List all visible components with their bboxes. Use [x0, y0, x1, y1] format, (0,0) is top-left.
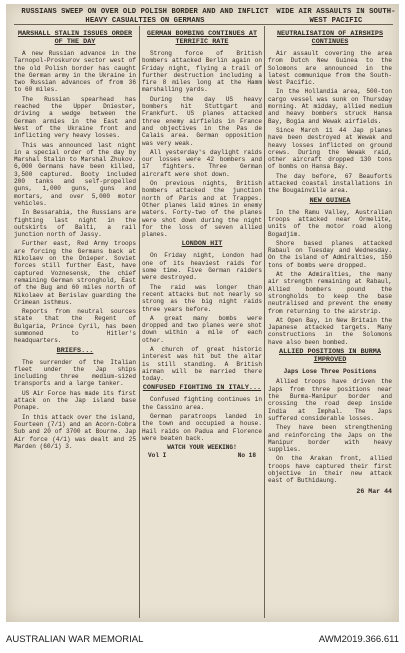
paragraph: In the Hollandia area, 500-ton cargo vessel was sunk on Thursday morning. At midday, allied medium and heavy bombers struck Hansa Bay, Bogia and Wewak airfields.: [268, 88, 392, 125]
accession-number: AWM2019.366.611: [318, 634, 399, 645]
paragraph: They have been strengthening and reinforcing the Japs on the Manipur border with heavy supplies.: [268, 424, 392, 454]
article-heading: NEW GUINEA: [309, 196, 351, 205]
paragraph: Strong force of British bombers attacked Berlin again on Friday night, flying a trail of further destruction including a fire 8 miles long at the Hamm marshalling yards.: [142, 50, 262, 94]
paragraph: In Bessarabia, the Russians are fighting last night in the outskirts of Balti, a rail junction north of Jassy.: [14, 209, 136, 239]
paragraph: A church of great historic interest was hit but the altar is still standing. A British airman will be married there today.: [142, 345, 262, 383]
paragraph: This was announced last night in a special order of the day by Marshal Stalin to Marshal Zhukov. 6,000 Germans have been killed, 3,500 captured. Booty included 200 tanks and self-propelled guns, 1,000 guns, guns and mortars, and over 5,000 motor vehicles.: [14, 141, 136, 207]
newsletter-page: [6, 4, 399, 622]
paragraph: In the Ramu Valley, Australian troops attacked near Ormelite, units of the motor road along Bogadjim.: [268, 208, 392, 238]
paragraph: At Open Bay, in New Britain the Japanese attacked targets. Many constructions in the Solomons have also been bombed.: [268, 316, 392, 346]
article-heading: GERMAN BOMBING CONTINUES AT TERRIFIC RATE: [146, 30, 258, 46]
paragraph: Since March 11 44 Jap planes have been destroyed at Wewak and heavy losses inflicted on ground crews. During the Wewak raid, other aircraft dropped 130 tons of bombs on Hansa Bay.: [268, 126, 392, 171]
footer-slogan: WATCH YOUR WEEKING!: [167, 444, 237, 452]
paragraph: Confused fighting continues in the Cassino area.: [142, 396, 262, 411]
issue-info: [142, 452, 262, 459]
article-heading: MARSHALL STALIN ISSUES ORDER OF THE DAY: [17, 30, 133, 46]
paragraph: On the Arakan front, allied troops have captured their first objective in their new attack east of Buthidaung.: [268, 455, 392, 485]
paragraph: Shore based planes attacked Rabaul on Tuesday and Wednesday. On the island of Admiralties, 150 tons of bombs were dropped.: [268, 239, 392, 269]
article-subheading: Japs Lose Three Positions: [283, 367, 377, 375]
paragraph: Air assault covering the area from Dutch New Guinea to the Solomons are announced in the latest communique from the South-West Pacific.: [268, 50, 392, 87]
banner-headline-right: WIDE AIR ASSAULTS IN SOUTH-WEST PACIFIC: [276, 8, 396, 25]
paragraph: The Russian spearhead has reached the Upper Dniester, driving a wedge between the German armies in the East and West of the Ukraine front and inflicting very heavy losses.: [14, 95, 136, 140]
article-heading: CONFUSED FIGHTING IN ITALY...: [142, 384, 262, 393]
paragraph: On previous nights, British bombers attacked the junction north of Paris and at Trappes. Other planes laid mines in enemy waters. Forty-two of the planes were shot down during the night for the loss of seven allied planes.: [142, 180, 262, 239]
column-divider-2: [264, 26, 265, 618]
column-3: [268, 28, 392, 618]
article-heading: BRIEFS...: [56, 346, 94, 355]
date-stamp: 26 Mar 44: [356, 487, 392, 495]
paragraph: The surrender of the Italian fleet under the Jap ships including three medium-sized transports and a large tanker.: [14, 358, 136, 388]
institution-name: AUSTRALIAN WAR MEMORIAL: [6, 634, 144, 645]
paragraph: US Air Force has made its first attack on the Jap island base Ponape.: [14, 389, 136, 412]
paragraph: A great many bombs were dropped and two planes were shot down within a mile of each other.: [142, 314, 262, 344]
column-2: [142, 28, 262, 618]
article-heading: LONDON HIT: [181, 240, 223, 249]
paragraph: The raid was longer than recent attacks but not nearly so strong as the big night raids three years before.: [142, 283, 262, 313]
paragraph: The day before, 67 Beauforts attacked coastal installations in the Bougainville area.: [268, 172, 392, 195]
column-1: [14, 28, 136, 618]
column-divider-1: [139, 26, 140, 618]
paragraph: Reports from neutral sources state that the Regent of Bulgaria, Prince Cyril, has been summoned to Hitler's headquarters.: [14, 308, 136, 345]
archive-credit-bar: [0, 626, 405, 653]
masthead-divider: [14, 24, 393, 25]
article-heading: NEUTRALISATION OF AIRSHIPS CONTINUES: [276, 30, 384, 46]
article-heading: ALLIED POSITIONS IN BURMA IMPROVED: [279, 347, 381, 364]
volume-label: Vol I: [148, 451, 167, 459]
paragraph: German paratroops landed in the town and occupied a house. Hail raids on Padua and Florence were beaten back.: [142, 413, 262, 442]
banner-headline-left: RUSSIANS SWEEP ON OVER OLD POLISH BORDER AND AND INFLICT HEAVY CASUALTIES ON GERMANS: [21, 8, 269, 25]
paragraph: During the day US heavy bombers hit Stuttgart and Frankfurt. US planes attacked three enemy airfields in France and objectives in the Pas de Calais area. German opposition was very weak.: [142, 95, 262, 147]
paragraph: On Friday night, London had one of its heaviest raids for some time. Five German raiders were destroyed.: [142, 252, 262, 282]
paragraph: All yesterday's daylight raids our losses were 42 bombers and 17 fighters. Three German aircraft were shot down.: [142, 148, 262, 178]
paragraph: Allied troops have driven the Japs from three positions near the Burma-Manipur border and crossing the road deep inside India at Imphal. The Japs suffered considerable losses.: [268, 378, 392, 422]
issue-number: No 18: [237, 451, 256, 459]
paragraph: Further east, Red Army troops are forcing the Germans back at Nikolaev on the Dnieper. Soviet forces still further East, have captured Voznesensk, the chief remaining German stronghold, East of the Bug and 60 miles north of Nikolaev at Berislav guarding the Crimean isthmus.: [14, 240, 136, 306]
paragraph: In this attack over the island, Fourteen (7/1) and an Acorn-Cobra Sub and 20 of 3700 at Bourne. Jap Air force (4/1) was dealt and 25 Marden (60/1) 3.: [14, 413, 136, 450]
paragraph: At the Admiralties, the many air strength remaining at Rabaul, Allied bombers pound the strongholds to keep the base neutralised and prevent the enemy from returning to the airstrip.: [268, 271, 392, 315]
paragraph: A new Russian advance in the Tarnopol-Proskurov sector west of the old Polish border has caught the German army in the Ukraine in two Russian advances of from 36 to 60 miles.: [14, 50, 136, 94]
